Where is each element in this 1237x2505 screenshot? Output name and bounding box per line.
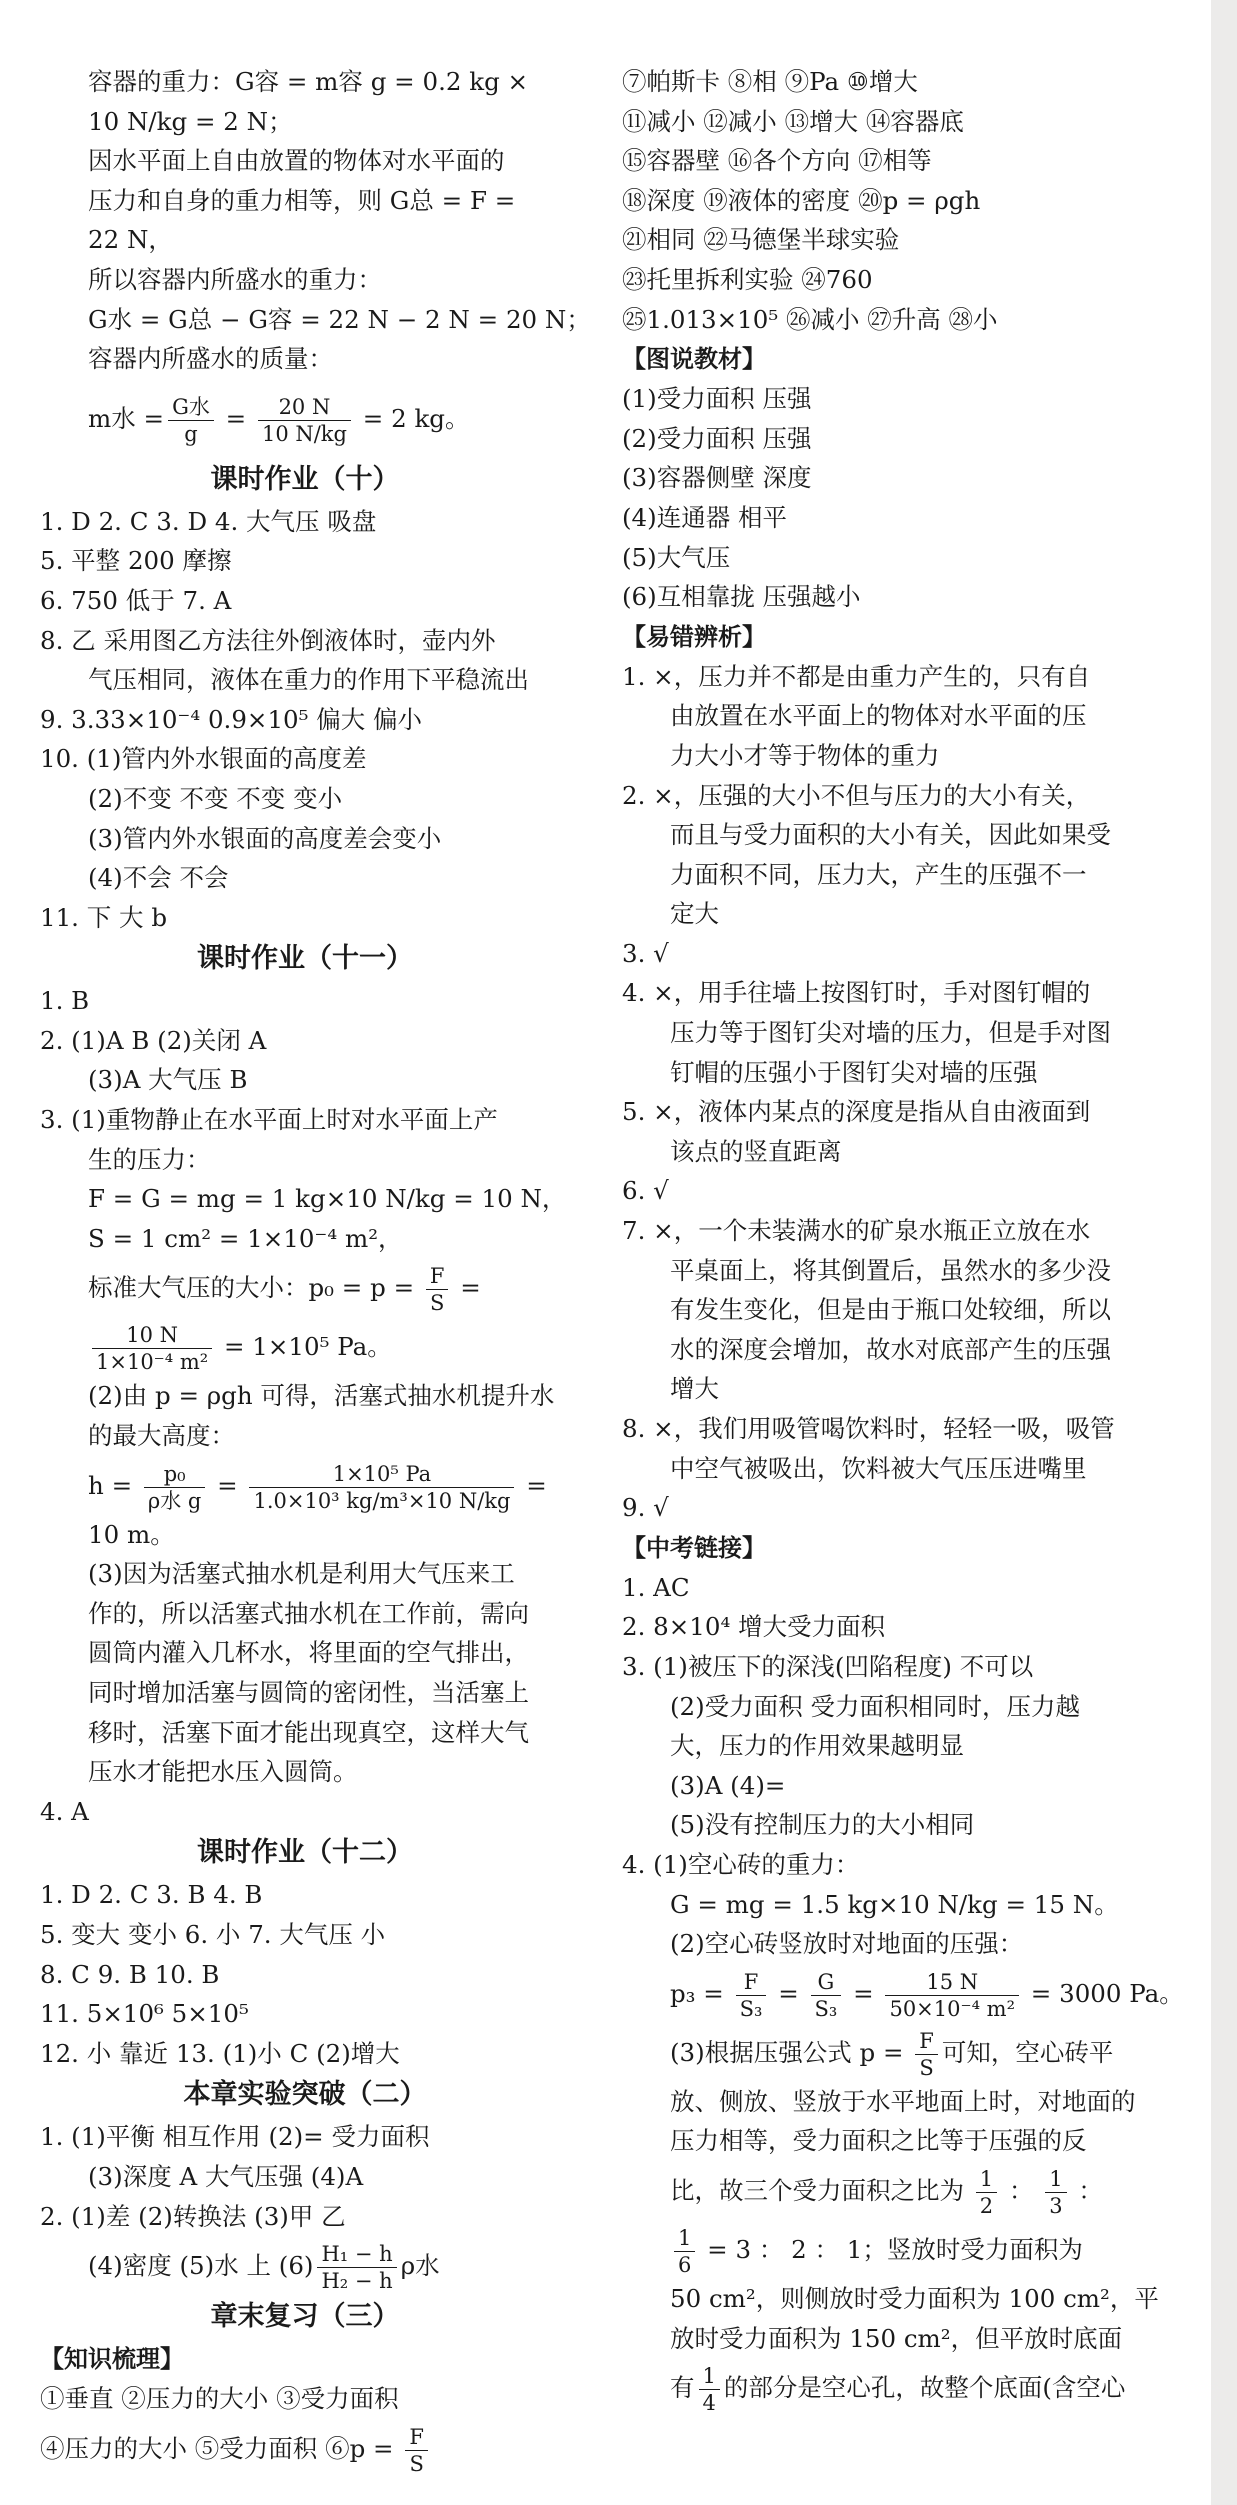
line-text: 容器的重力：G容 = m容 g = 0.2 kg × bbox=[88, 67, 529, 96]
line-tail-text: ： bbox=[1070, 2175, 1103, 2205]
subsection-heading bbox=[40, 2339, 570, 2379]
line-text: 同时增加活塞与圆筒的密闭性，当活塞上 bbox=[88, 1678, 529, 1707]
text-line bbox=[622, 1647, 1162, 1687]
text-line bbox=[40, 260, 570, 300]
line-tail-text: = bbox=[452, 1273, 481, 1303]
line-text: (5)大气压 bbox=[622, 542, 731, 572]
line-text: (5)没有控制压力的大小相同 bbox=[670, 1810, 975, 1840]
text-line bbox=[40, 1258, 570, 1317]
line-text: 9. √ bbox=[622, 1493, 669, 1523]
text-line bbox=[40, 1456, 570, 1515]
line-text: 50 cm²，则侧放时受力面积为 100 cm²，平 bbox=[670, 2283, 1159, 2313]
line-text: 大，压力的作用效果越明显 bbox=[670, 1731, 964, 1761]
line-text: 力面积不同，压力大，产生的压强不一 bbox=[670, 859, 1087, 889]
fraction-numerator: 1 bbox=[976, 2166, 997, 2193]
fraction-denominator: g bbox=[184, 421, 198, 446]
fraction-denominator: S bbox=[919, 2055, 934, 2080]
line-text: ①垂直 ②压力的大小 ③受力面积 bbox=[40, 2384, 399, 2414]
text-line bbox=[622, 1924, 1162, 1964]
line-text: 1. ×，压力并不都是由重力产生的，只有自 bbox=[622, 661, 1091, 691]
text-line bbox=[622, 2358, 1162, 2417]
text-line bbox=[40, 141, 570, 181]
fraction bbox=[168, 394, 214, 447]
text-line bbox=[622, 934, 1162, 974]
text-line bbox=[622, 1013, 1162, 1053]
text-line bbox=[622, 141, 1162, 181]
line-text: 而且与受力面积的大小有关，因此如果受 bbox=[670, 820, 1111, 850]
line-text: 本章实验突破（二） bbox=[183, 2079, 427, 2111]
fraction bbox=[811, 1969, 842, 2022]
fraction bbox=[92, 1322, 212, 1375]
line-text: G = mg = 1.5 kg×10 N/kg = 15 N。 bbox=[670, 1889, 1119, 1919]
line-tail-text: = 3000 Pa。 bbox=[1023, 1978, 1184, 2008]
text-line bbox=[40, 102, 570, 142]
line-text: 1. D 2. C 3. D 4. 大气压 吸盘 bbox=[40, 506, 377, 536]
line-text: 作的，所以活塞式抽水机在工作前，需向 bbox=[88, 1598, 529, 1628]
fraction-numerator: 15 N bbox=[885, 1969, 1019, 1996]
line-text: 【图说教材】 bbox=[622, 345, 766, 374]
line-text: 1. AC bbox=[622, 1572, 690, 1602]
line-text: 10 m。 bbox=[88, 1519, 175, 1549]
text-line bbox=[622, 696, 1162, 736]
line-text: (2)由 p = ρgh 可得，活塞式抽水机提升水 bbox=[88, 1381, 555, 1411]
text-line bbox=[622, 1845, 1162, 1885]
line-text: 因水平面上自由放置的物体对水平面的 bbox=[88, 146, 505, 176]
text-line bbox=[40, 660, 570, 700]
line-tail-text: = 3 ： 2 ： 1；竖放时受力面积为 bbox=[699, 2234, 1083, 2264]
operator-text: = bbox=[217, 403, 254, 433]
line-text: (3)管内外水银面的高度差会变小 bbox=[88, 823, 442, 853]
line-text: 比，故三个受力面积之比为 bbox=[670, 2175, 972, 2205]
fraction bbox=[885, 1969, 1019, 2022]
line-text: 生的压力： bbox=[88, 1144, 211, 1174]
text-line bbox=[40, 1994, 570, 2034]
line-text: 10 N/kg = 2 N； bbox=[88, 106, 293, 136]
text-line bbox=[40, 2236, 570, 2295]
text-line bbox=[40, 181, 570, 221]
section-heading bbox=[40, 1831, 570, 1875]
line-text: 放时受力面积为 150 cm²，但平放时底面 bbox=[670, 2323, 1123, 2353]
line-text: 1. D 2. C 3. B 4. B bbox=[40, 1880, 263, 1910]
text-line bbox=[622, 538, 1162, 578]
text-line bbox=[622, 1290, 1162, 1330]
line-text: 8. ×，我们用吸管喝饮料时，轻轻一吸，吸管 bbox=[622, 1414, 1115, 1443]
text-line bbox=[622, 1409, 1162, 1449]
line-text: 3. √ bbox=[622, 938, 669, 968]
text-line bbox=[622, 62, 1162, 102]
line-text: 2. ×，压强的大小不但与压力的大小有关， bbox=[622, 780, 1091, 810]
line-text: 力大小才等于物体的重力 bbox=[670, 740, 940, 770]
text-line bbox=[622, 1805, 1162, 1845]
line-text: (4)密度 (5)水 上 (6) bbox=[88, 2251, 314, 2281]
text-line bbox=[40, 819, 570, 859]
text-line bbox=[40, 581, 570, 621]
line-text: (3)A 大气压 B bbox=[88, 1065, 248, 1095]
line-tail-text: = 1×10⁵ Pa。 bbox=[216, 1332, 392, 1362]
text-line bbox=[622, 458, 1162, 498]
line-text: 有发生变化，但是由于瓶口处较细，所以 bbox=[670, 1295, 1111, 1325]
fraction bbox=[317, 2241, 396, 2294]
text-line bbox=[622, 1964, 1184, 2023]
line-text: h = bbox=[88, 1470, 140, 1500]
fraction bbox=[976, 2166, 997, 2219]
text-line bbox=[622, 2161, 1162, 2220]
fraction bbox=[699, 2363, 720, 2416]
text-line bbox=[40, 1554, 570, 1594]
line-text: p₃ = bbox=[670, 1978, 732, 2008]
line-text: 的最大高度： bbox=[88, 1421, 235, 1451]
text-line bbox=[622, 2023, 1162, 2082]
line-text: 有 bbox=[670, 2373, 695, 2403]
text-line bbox=[40, 2379, 570, 2419]
text-line bbox=[622, 973, 1162, 1013]
text-line bbox=[622, 1726, 1162, 1766]
section-heading bbox=[40, 937, 570, 981]
line-text: 6. √ bbox=[622, 1176, 669, 1206]
text-line bbox=[622, 2082, 1162, 2122]
line-text: 5. ×，液体内某点的深度是指从自由液面到 bbox=[622, 1097, 1091, 1127]
fraction-numerator: 1×10⁵ Pa bbox=[249, 1461, 514, 1488]
line-text: ㉕1.013×10⁵ ㉖减小 ㉗升高 ㉘小 bbox=[622, 304, 998, 334]
fraction-denominator: S₃ bbox=[739, 1996, 763, 2021]
text-line bbox=[40, 2419, 570, 2478]
line-text: 4. ×，用手往墙上按图钉时，手对图钉帽的 bbox=[622, 978, 1091, 1008]
line-tail-text: ρ水 bbox=[400, 2251, 440, 2281]
line-text: 3. (1)重物静止在水平面上时对水平面上产 bbox=[40, 1105, 498, 1135]
text-line bbox=[40, 1515, 570, 1555]
fraction bbox=[1045, 2166, 1066, 2219]
section-heading bbox=[40, 2295, 570, 2339]
text-line bbox=[622, 1369, 1162, 1409]
text-line bbox=[40, 2117, 570, 2157]
operator-text: = bbox=[209, 1470, 246, 1500]
text-line bbox=[40, 700, 570, 740]
line-text: 【知识梳理】 bbox=[40, 2345, 184, 2374]
subsection-heading bbox=[622, 1528, 1162, 1568]
fraction bbox=[405, 2424, 428, 2477]
line-text: (4)连通器 相平 bbox=[622, 502, 787, 532]
text-line bbox=[622, 1885, 1162, 1925]
text-line bbox=[40, 1179, 570, 1219]
line-tail-text: 的部分是空心孔，故整个底面(含空心 bbox=[723, 2373, 1126, 2403]
line-text: 2. 8×10⁴ 增大受力面积 bbox=[622, 1612, 886, 1642]
fraction-denominator: ρ水 g bbox=[147, 1488, 202, 1513]
line-text: (3)A (4)= bbox=[670, 1770, 786, 1800]
line-text: m水 = bbox=[88, 403, 165, 433]
text-line bbox=[40, 858, 570, 898]
line-text: 增大 bbox=[670, 1374, 719, 1404]
text-line bbox=[40, 1376, 570, 1416]
operator-text: = bbox=[845, 1978, 882, 2008]
text-line bbox=[40, 1915, 570, 1955]
text-line bbox=[622, 181, 1162, 221]
fraction-numerator: F bbox=[426, 1263, 449, 1290]
text-line bbox=[622, 1171, 1162, 1211]
fraction bbox=[915, 2028, 938, 2081]
line-text: 压水才能把水压入圆筒。 bbox=[88, 1757, 358, 1787]
fraction bbox=[674, 2225, 695, 2278]
text-line bbox=[40, 1060, 570, 1100]
text-line bbox=[622, 1766, 1162, 1806]
line-text: 3. (1)被压下的深浅(凹陷程度) 不可以 bbox=[622, 1651, 1034, 1681]
text-line bbox=[40, 1633, 570, 1673]
text-line bbox=[622, 894, 1162, 934]
fraction-numerator: 1 bbox=[674, 2225, 695, 2252]
line-text: (2)受力面积 压强 bbox=[622, 423, 812, 453]
text-line bbox=[40, 2197, 570, 2237]
line-text: 所以容器内所盛水的重力： bbox=[88, 264, 382, 294]
line-text: ⑪减小 ⑫减小 ⑬增大 ⑭容器底 bbox=[622, 106, 964, 136]
line-text: 8. C 9. B 10. B bbox=[40, 1959, 220, 1989]
text-line bbox=[622, 736, 1162, 776]
line-text: 10. (1)管内外水银面的高度差 bbox=[40, 744, 367, 774]
text-line bbox=[40, 981, 570, 1021]
text-line bbox=[622, 1330, 1162, 1370]
line-tail-text: = bbox=[518, 1470, 547, 1500]
fraction-denominator: 50×10⁻⁴ m² bbox=[889, 1996, 1016, 2021]
text-line bbox=[622, 379, 1162, 419]
fraction-numerator: p₀ bbox=[144, 1461, 205, 1488]
text-line bbox=[622, 815, 1162, 855]
line-text: 4. (1)空心砖的重力： bbox=[622, 1849, 860, 1879]
text-line bbox=[622, 102, 1162, 142]
line-text: (3)根据压强公式 p = bbox=[670, 2037, 912, 2067]
text-line bbox=[40, 898, 570, 938]
text-line bbox=[622, 1568, 1162, 1608]
text-line bbox=[622, 220, 1162, 260]
line-text: 6. 750 低于 7. A bbox=[40, 585, 232, 615]
fraction-numerator: F bbox=[736, 1969, 767, 1996]
fraction-denominator: S bbox=[430, 1291, 445, 1316]
line-text: 由放置在水平面上的物体对水平面的压 bbox=[670, 701, 1087, 731]
section-heading bbox=[40, 458, 570, 502]
fraction-denominator: 1×10⁻⁴ m² bbox=[96, 1350, 209, 1375]
line-text: F = G = mg = 1 kg×10 N/kg = 10 N， bbox=[88, 1184, 567, 1214]
line-text: S = 1 cm² = 1×10⁻⁴ m²， bbox=[88, 1223, 403, 1253]
page-edge-shadow bbox=[1211, 0, 1237, 2505]
line-text: 移时，活塞下面才能出现真空，这样大气 bbox=[88, 1717, 529, 1747]
line-text: 5. 变大 变小 6. 小 7. 大气压 小 bbox=[40, 1919, 386, 1949]
left-column bbox=[40, 62, 591, 2478]
fraction-denominator: 1.0×10³ kg/m³×10 N/kg bbox=[253, 1488, 511, 1513]
line-text: 课时作业（十） bbox=[210, 463, 400, 495]
fraction bbox=[736, 1969, 767, 2022]
text-line bbox=[40, 1021, 570, 1061]
section-heading bbox=[40, 2073, 570, 2117]
line-text: 定大 bbox=[670, 899, 719, 929]
text-line bbox=[40, 1792, 570, 1832]
text-line bbox=[40, 1416, 570, 1456]
right-column bbox=[622, 62, 1184, 2417]
line-text: ⑱深度 ⑲液体的密度 ⑳p = ρgh bbox=[622, 185, 981, 215]
operator-text: ： bbox=[1001, 2175, 1042, 2205]
line-text: 7. ×，一个未装满水的矿泉水瓶正立放在水 bbox=[622, 1216, 1091, 1246]
line-text: (2)不变 不变 不变 变小 bbox=[88, 783, 343, 813]
text-line bbox=[622, 419, 1162, 459]
operator-text: = bbox=[770, 1978, 807, 2008]
line-text: 1. (1)平衡 相互作用 (2)= 受力面积 bbox=[40, 2122, 430, 2152]
line-text: 压力等于图钉尖对墙的压力，但是手对图 bbox=[670, 1018, 1111, 1048]
line-text: (3)因为活塞式抽水机是利用大气压来工 bbox=[88, 1559, 515, 1589]
text-line bbox=[40, 779, 570, 819]
line-tail-text: 可知，空心砖平 bbox=[941, 2037, 1114, 2067]
text-line bbox=[622, 300, 1162, 340]
text-line bbox=[622, 2220, 1162, 2279]
line-text: (3)容器侧壁 深度 bbox=[622, 463, 812, 493]
fraction bbox=[258, 394, 351, 447]
subsection-heading bbox=[622, 617, 1162, 657]
text-line bbox=[622, 2279, 1162, 2319]
line-text: ㉑相同 ㉒马德堡半球实验 bbox=[622, 225, 900, 255]
line-text: ㉓托里拆利实验 ㉔760 bbox=[622, 264, 873, 294]
line-text: (1)受力面积 压强 bbox=[622, 384, 812, 414]
text-line bbox=[40, 1752, 570, 1792]
fraction-numerator: 20 N bbox=[258, 394, 351, 421]
line-text: 中空气被吸出，饮料被大气压压进嘴里 bbox=[670, 1453, 1087, 1483]
text-line bbox=[40, 1875, 570, 1915]
text-line bbox=[622, 1211, 1162, 1251]
line-text: 11. 5×10⁶ 5×10⁵ bbox=[40, 1999, 249, 2029]
text-line bbox=[40, 339, 570, 379]
line-text: 2. (1)A B (2)关闭 A bbox=[40, 1025, 267, 1055]
line-text: 压力和自身的重力相等，则 G总 = F = bbox=[88, 185, 516, 215]
line-text: (2)受力面积 受力面积相同时，压力越 bbox=[670, 1691, 1080, 1721]
text-line bbox=[622, 1607, 1162, 1647]
line-tail-text: = 2 kg。 bbox=[354, 403, 470, 433]
text-line bbox=[40, 1713, 570, 1753]
text-line bbox=[622, 2121, 1162, 2161]
line-text: 【易错辨析】 bbox=[622, 622, 766, 651]
fraction-numerator: F bbox=[915, 2028, 938, 2055]
fraction-denominator: S bbox=[409, 2451, 424, 2476]
line-text: ④压力的大小 ⑤受力面积 ⑥p = bbox=[40, 2433, 402, 2463]
fraction-denominator: S₃ bbox=[814, 1996, 838, 2021]
text-line bbox=[40, 1955, 570, 1995]
fraction-numerator: 1 bbox=[1045, 2166, 1066, 2193]
line-text: 课时作业（十一） bbox=[197, 943, 413, 975]
text-line bbox=[622, 1132, 1162, 1172]
fraction-denominator: 2 bbox=[979, 2193, 994, 2218]
text-line bbox=[40, 1673, 570, 1713]
fraction-denominator: 10 N/kg bbox=[261, 421, 347, 446]
line-text: 1. B bbox=[40, 986, 90, 1016]
line-text: 容器内所盛水的质量： bbox=[88, 344, 333, 374]
text-line bbox=[40, 621, 570, 661]
line-text: (6)互相靠拢 压强越小 bbox=[622, 582, 861, 612]
text-line bbox=[40, 739, 570, 779]
fraction bbox=[426, 1263, 449, 1316]
text-line bbox=[40, 220, 570, 260]
fraction-denominator: H₂ − h bbox=[321, 2269, 393, 2294]
text-line bbox=[40, 379, 570, 458]
line-text: (3)深度 A 大气压强 (4)A bbox=[88, 2161, 364, 2191]
text-line bbox=[622, 1687, 1162, 1727]
text-line bbox=[622, 1488, 1162, 1528]
line-text: 9. 3.33×10⁻⁴ 0.9×10⁵ 偏大 偏小 bbox=[40, 704, 423, 734]
text-line bbox=[622, 577, 1162, 617]
fraction-denominator: 6 bbox=[678, 2252, 692, 2277]
text-line bbox=[622, 260, 1162, 300]
text-line bbox=[40, 300, 591, 340]
text-line bbox=[622, 1251, 1162, 1291]
fraction bbox=[249, 1461, 514, 1514]
line-text: 22 N， bbox=[88, 225, 173, 255]
line-text: 12. 小 靠近 13. (1)小 C (2)增大 bbox=[40, 2038, 400, 2068]
fraction-numerator: 1 bbox=[699, 2363, 720, 2390]
text-line bbox=[622, 1092, 1162, 1132]
line-text: 8. 乙 采用图乙方法往外倒液体时，壶内外 bbox=[40, 625, 496, 655]
text-line bbox=[40, 62, 570, 102]
subsection-heading bbox=[622, 339, 1162, 379]
line-text: 课时作业（十二） bbox=[197, 1837, 413, 1869]
line-text: 【中考链接】 bbox=[622, 1533, 766, 1562]
line-text: (4)不会 不会 bbox=[88, 863, 229, 893]
fraction-numerator: 10 N bbox=[92, 1322, 212, 1349]
text-line bbox=[40, 1594, 570, 1634]
line-text: 平桌面上，将其倒置后，虽然水的多少没 bbox=[670, 1255, 1111, 1285]
line-text: 2. (1)差 (2)转换法 (3)甲 乙 bbox=[40, 2201, 346, 2231]
text-line bbox=[40, 2034, 570, 2074]
line-text: 4. A bbox=[40, 1796, 89, 1826]
fraction-numerator: G水 bbox=[168, 394, 214, 421]
line-text: 钉帽的压强小于图钉尖对墙的压强 bbox=[670, 1057, 1038, 1087]
text-line bbox=[40, 1100, 570, 1140]
fraction-numerator: H₁ − h bbox=[317, 2241, 396, 2268]
line-text: 圆筒内灌入几杯水，将里面的空气排出， bbox=[88, 1638, 529, 1668]
fraction bbox=[144, 1461, 205, 1514]
line-text: 标准大气压的大小：p₀ = p = bbox=[88, 1273, 422, 1303]
text-line bbox=[40, 541, 570, 581]
text-line bbox=[622, 657, 1162, 697]
line-text: 章末复习（三） bbox=[210, 2301, 400, 2333]
line-text: 压力相等，受力面积之比等于压强的反 bbox=[670, 2126, 1087, 2156]
line-text: ⑦帕斯卡 ⑧相 ⑨Pa ⑩增大 bbox=[622, 67, 918, 96]
line-text: 11. 下 大 b bbox=[40, 902, 168, 932]
text-line bbox=[40, 1140, 570, 1180]
text-line bbox=[622, 1449, 1162, 1489]
fraction-denominator: 3 bbox=[1049, 2193, 1063, 2218]
text-line bbox=[622, 776, 1162, 816]
line-text: 气压相同，液体在重力的作用下平稳流出 bbox=[88, 665, 529, 695]
line-text: 水的深度会增加，故水对底部产生的压强 bbox=[670, 1334, 1111, 1364]
line-text: ⑮容器壁 ⑯各个方向 ⑰相等 bbox=[622, 146, 932, 176]
text-line bbox=[622, 1053, 1162, 1093]
line-text: G水 = G总 − G容 = 22 N − 2 N = 20 N； bbox=[88, 304, 591, 334]
text-line bbox=[622, 2319, 1162, 2359]
text-line bbox=[40, 1317, 570, 1376]
line-text: (2)空心砖竖放时对地面的压强： bbox=[670, 1929, 1024, 1959]
line-text: 5. 平整 200 摩擦 bbox=[40, 546, 232, 576]
text-line bbox=[622, 498, 1162, 538]
fraction-denominator: 4 bbox=[702, 2391, 716, 2416]
text-line bbox=[40, 502, 570, 542]
fraction-numerator: F bbox=[405, 2424, 428, 2451]
text-line bbox=[622, 855, 1162, 895]
fraction-numerator: G bbox=[811, 1969, 842, 1996]
line-text: 该点的竖直距离 bbox=[670, 1136, 842, 1166]
text-line bbox=[40, 1219, 570, 1259]
text-line bbox=[40, 2157, 570, 2197]
line-text: 放、侧放、竖放于水平地面上时，对地面的 bbox=[670, 2086, 1136, 2116]
